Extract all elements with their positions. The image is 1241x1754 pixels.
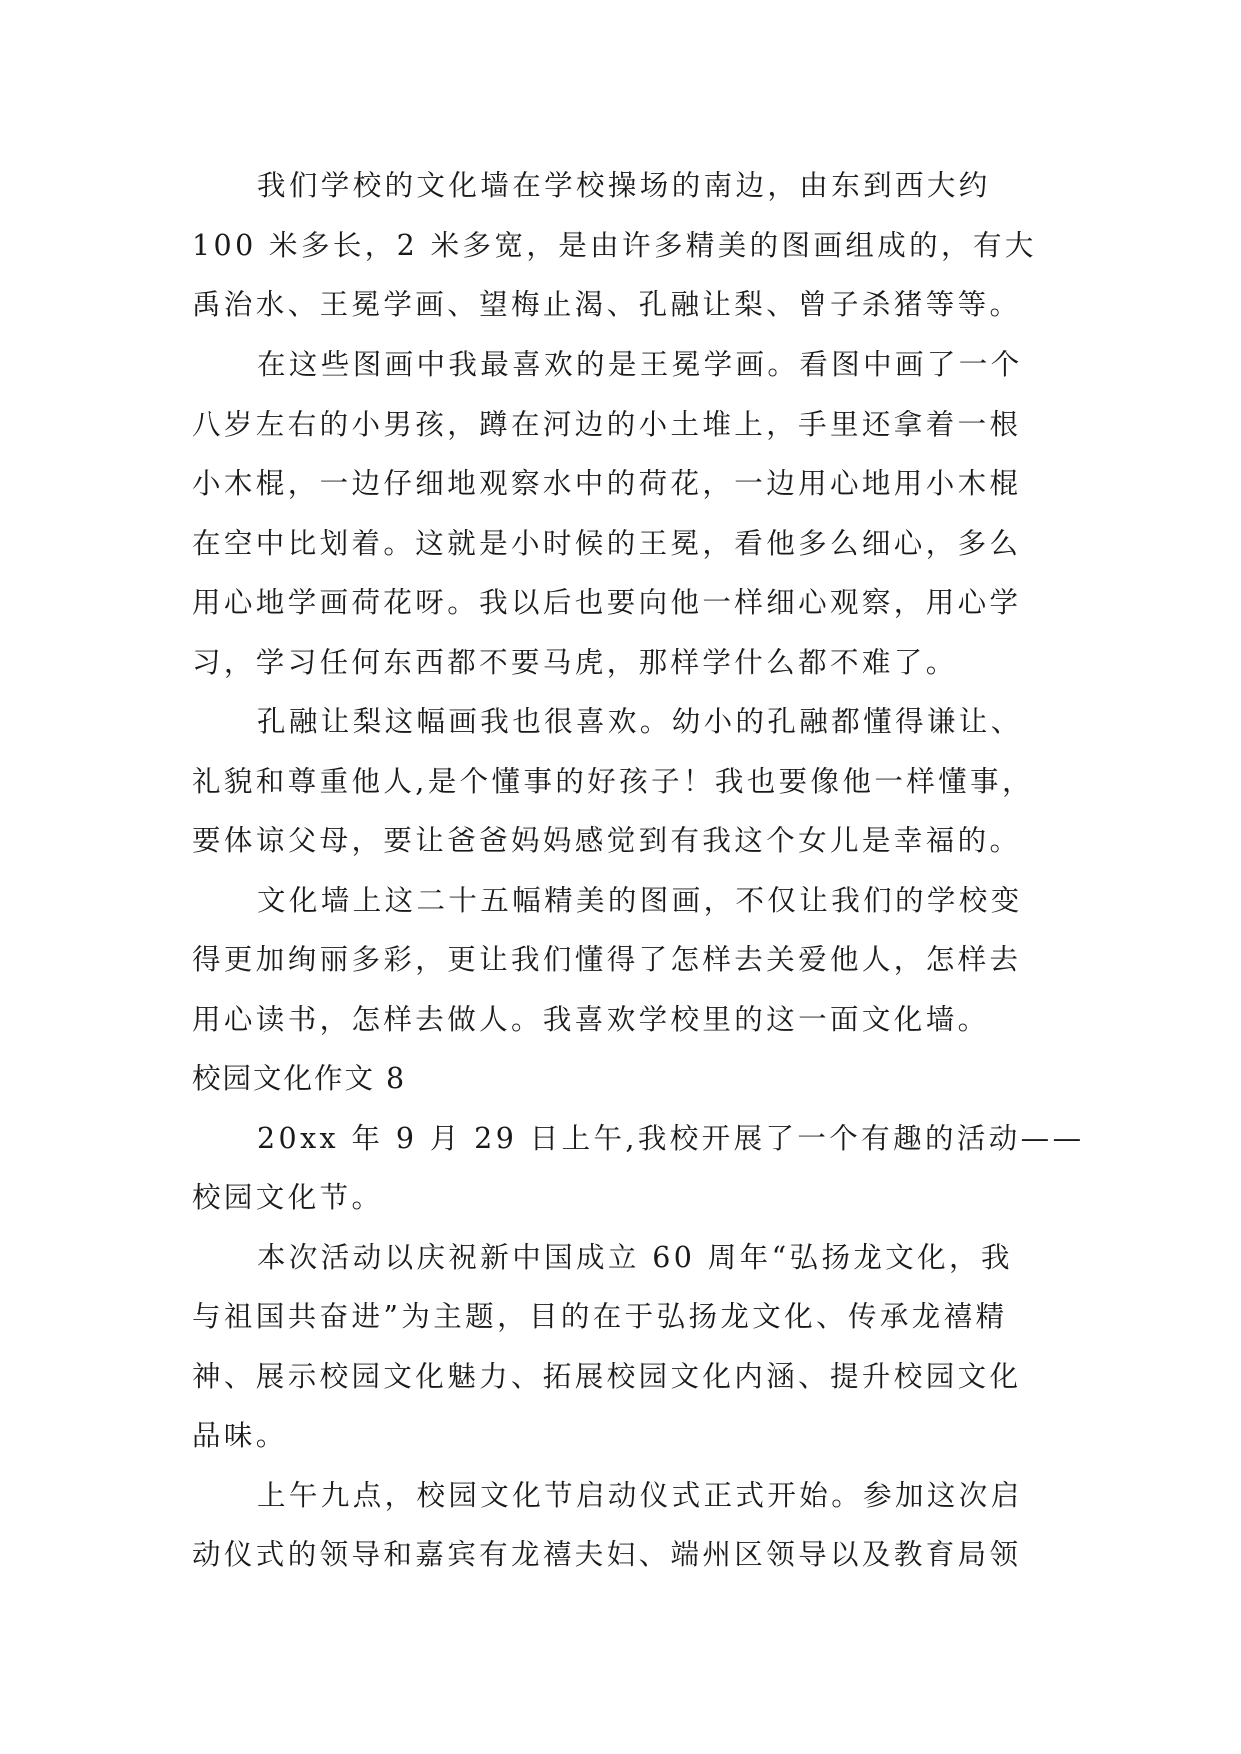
text-line: 动仪式的领导和嘉宾有龙禧夫妇、端州区领导以及教育局领	[192, 1538, 1022, 1571]
text-line: 习，学习任何东西都不要马虎，那样学什么都不难了。	[192, 646, 958, 679]
text-line: 禹治水、王冕学画、望梅止渴、孔融让梨、曾子杀猪等等。	[192, 288, 1022, 321]
text-line: 文化墙上这二十五幅精美的图画，不仅让我们的学校变	[257, 884, 1023, 917]
text-line: 小木棍，一边仔细地观察水中的荷花，一边用心地用小木棍	[192, 467, 1022, 500]
text-line: 在这些图画中我最喜欢的是王冕学画。看图中画了一个	[257, 348, 1023, 381]
text-line: 本次活动以庆祝新中国成立 60 周年“弘扬龙文化，我	[257, 1241, 1013, 1274]
section-heading: 校园文化作文 8	[192, 1062, 407, 1095]
text-line: 得更加绚丽多彩，更让我们懂得了怎样去关爱他人，怎样去	[192, 943, 1022, 976]
text-line: 校园文化节。	[192, 1181, 384, 1214]
text-line: 用心读书，怎样去做人。我喜欢学校里的这一面文化墙。	[192, 1003, 990, 1036]
text-line: 神、展示校园文化魅力、拓展校园文化内涵、提升校园文化	[192, 1360, 1022, 1393]
text-line: 在空中比划着。这就是小时候的王冕，看他多么细心，多么	[192, 527, 1022, 560]
text-line: 礼貌和尊重他人,是个懂事的好孩子！我也要像他一样懂事，	[192, 765, 1034, 798]
text-line: 品味。	[192, 1419, 288, 1452]
text-line: 与祖国共奋进”为主题，目的在于弘扬龙文化、传承龙禧精	[192, 1300, 1008, 1333]
text-line: 上午九点，校园文化节启动仪式正式开始。参加这次启	[257, 1479, 1023, 1512]
text-line: 要体谅父母，要让爸爸妈妈感觉到有我这个女儿是幸福的。	[192, 824, 1022, 857]
text-line: 我们学校的文化墙在学校操场的南边，由东到西大约	[257, 169, 991, 202]
text-line: 20xx 年 9 月 29 日上午,我校开展了一个有趣的活动——	[257, 1122, 1085, 1155]
text-line: 八岁左右的小男孩，蹲在河边的小土堆上，手里还拿着一根	[192, 408, 1022, 441]
text-line: 100 米多长，2 米多宽，是由许多精美的图画组成的，有大	[192, 229, 1037, 262]
text-line: 孔融让梨这幅画我也很喜欢。幼小的孔融都懂得谦让、	[257, 705, 1023, 738]
text-line: 用心地学画荷花呀。我以后也要向他一样细心观察，用心学	[192, 586, 1022, 619]
